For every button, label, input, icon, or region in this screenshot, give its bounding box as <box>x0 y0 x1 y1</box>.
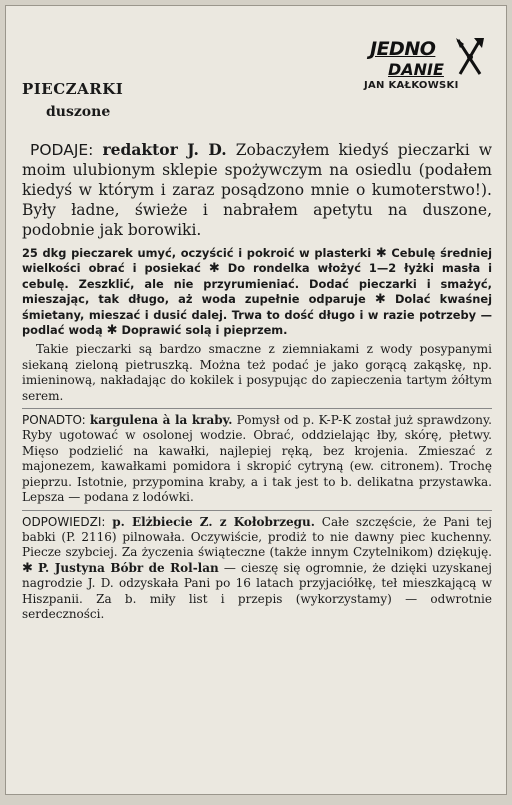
odpowiedzi-paragraph <box>22 515 492 623</box>
column-logo <box>364 38 482 108</box>
ponadto-paragraph <box>22 413 492 505</box>
ponadto-text: Pomysł od p. K-P-K został już sprawdzony. Ryby ugotować w osolonej wodzie. Obrać, oddzielając łby, skórę, płetwy. Mięso podzielić na kawałki, najlepiej ręką, bez krojenia. Zmieszać z majonezem, kawałkami pomidora i skropić cytryną (ew. citronem). Trochę pieprzu. Istotnie, przypomina kraby, a i tak jest to b. delikatna przystawka. Lepsza — podana z lodówki. <box>22 413 492 505</box>
intro-prefix: PODAJE: <box>30 141 94 159</box>
odpowiedzi-text-2: — cieszę się ogromnie, że dzięki uzyskanej nagrodzie J. D. odzyskała Pani po 16 latach przyjaciółkę, teł mieszkającą w Hiszpanii. Za b. miły list i przepis (wykorzystamy) — odwrotnie serdeczności. <box>22 560 492 621</box>
recipe-subtitle: duszone <box>46 104 111 120</box>
serving-paragraph: Takie pieczarki są bardzo smaczne z ziemniakami z wody posypanymi siekaną zieloną pietruszką. Można też podać je jako gorącą zakąskę, np. imieninową, nakładając do kokilek i posypując do zapieczenia tartym żółtym serem. <box>22 342 492 403</box>
star-icon: ✱ <box>208 261 220 277</box>
odpowiedzi-text-1: Całe szczęście, że Pani tej babki (P. 2116) pilnowała. Oczywiście, prodiż to nie dawny piec kuchenny. Piecze szybciej. Za życzenia świąteczne (także innym Czytelnikom) dziękuję. <box>22 514 492 560</box>
recipe-step-3: Do rondelka włożyć 1—2 łyżki masła i cebulę. Zeszklić, ale nie przyrumieniać. Dodać pieczarki i smażyć, mieszając, tak długo, aż woda zupełnie odparuje <box>22 261 493 307</box>
star-icon: ✱ <box>22 560 33 576</box>
odpowiedzi-recipient-2: P. Justyna Bóbr de Rol-lan <box>38 560 219 575</box>
intro-paragraph <box>22 140 492 240</box>
recipe-step-4: Dolać kwaśnej śmietany, mieszać i dusić dalej. Trwa to dość długo i w razie potrzeby — podlać wodą <box>22 292 492 338</box>
star-icon: ✱ <box>375 246 387 261</box>
recipe-step-5: Doprawić solą i pieprzem. <box>121 323 288 338</box>
fork-knife-icon <box>454 36 486 80</box>
ponadto-dish: kargulena à la kraby. <box>89 413 233 428</box>
header <box>22 18 492 118</box>
ponadto-label: PONADTO: <box>22 413 86 428</box>
star-icon: ✱ <box>374 292 386 308</box>
author-name: JAN KAŁKOWSKI <box>364 80 459 91</box>
section-divider <box>22 408 492 409</box>
logo-line2: DANIE <box>388 60 444 79</box>
intro-text: Zobaczyłem kiedyś pieczarki w moim ulubionym sklepie spożywczym na osiedlu (podałem kiedyś w którym i zaraz posądzono mnie o kumoterstwo!). Były ładne, świeże i nabrałem apetytu na duszone, podobnie jak borowiki. <box>22 141 492 239</box>
intro-author: redaktor J. D. <box>102 140 227 159</box>
recipe-steps <box>22 246 492 338</box>
star-icon: ✱ <box>106 323 118 339</box>
newspaper-clipping <box>5 5 507 795</box>
odpowiedzi-label: ODPOWIEDZI: <box>22 514 106 529</box>
recipe-step-1: 25 dkg pieczarek umyć, oczyścić i pokroić w plasterki <box>22 246 372 260</box>
recipe-step-2: Cebulę średniej wielkości obrać i posiekać <box>22 246 493 276</box>
recipe-title: PIECZARKI <box>22 80 124 98</box>
logo-line1: JEDNO <box>370 38 436 60</box>
odpowiedzi-recipient-1: p. Elżbiecie Z. z Kołobrzegu. <box>112 514 315 529</box>
section-divider <box>22 510 492 511</box>
